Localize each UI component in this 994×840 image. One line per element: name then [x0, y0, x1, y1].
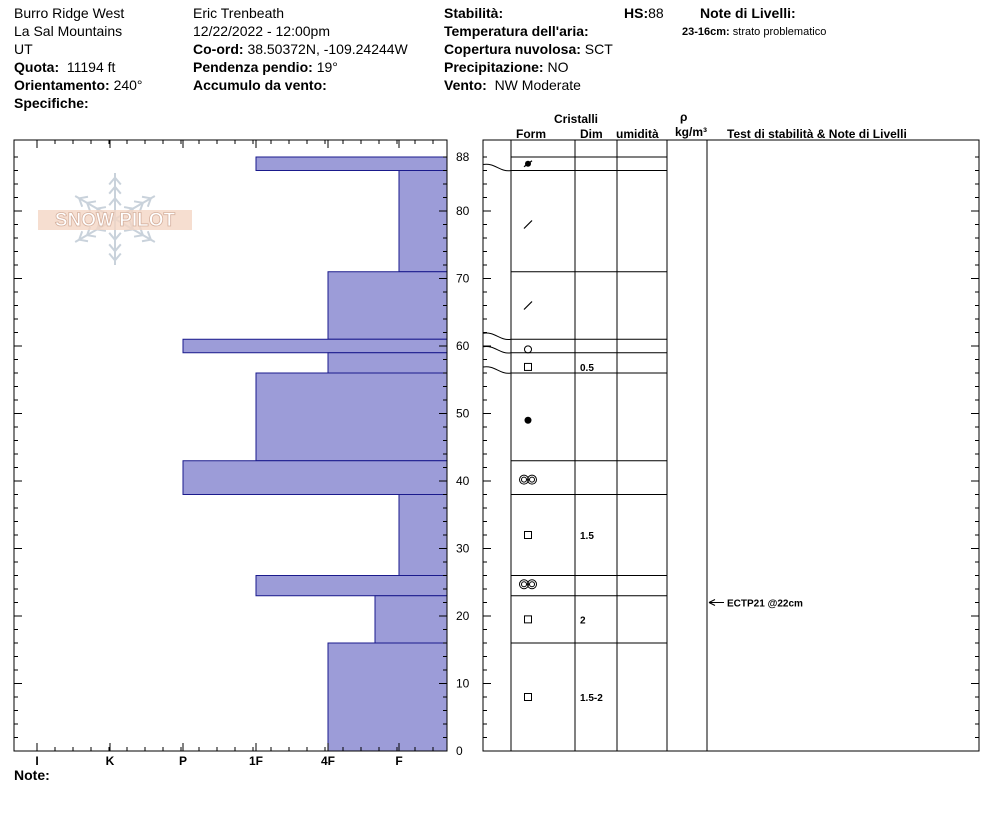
- specifics: Specifiche:: [14, 95, 89, 111]
- faceted-icon: [525, 532, 532, 539]
- depth-label-70: 70: [456, 271, 470, 286]
- coordinates: Co-ord: 38.50372N, -109.24244W: [193, 41, 408, 57]
- rounded-grain-icon: [525, 346, 532, 353]
- crystal-form-2: [524, 302, 532, 310]
- depth-connector: [483, 164, 511, 171]
- crystal-form-10: [525, 694, 532, 701]
- flake-branch: [87, 235, 96, 237]
- col-density-unit: kg/m³: [675, 125, 708, 139]
- flake-branch: [134, 235, 143, 237]
- crystal-form-3: [525, 346, 532, 353]
- precipitation: Precipitazione: NO: [444, 59, 569, 75]
- air-temperature: Temperatura dell'aria:: [444, 23, 589, 39]
- crystal-dim-9: 2: [580, 615, 586, 627]
- crystal-form-0: [524, 161, 532, 167]
- faceted-icon: [525, 363, 532, 370]
- observation-datetime: 12/22/2022 - 12:00pm: [193, 23, 330, 39]
- faceted-icon: [525, 694, 532, 701]
- hardness-profile: [183, 157, 447, 751]
- hardness-bar-0: [256, 157, 447, 171]
- hardness-bar-5: [256, 373, 447, 461]
- snowpilot-logo: [38, 173, 192, 265]
- hardness-label-P: P: [178, 754, 188, 768]
- dendrite-icon: [524, 221, 532, 229]
- depth-connector: [483, 333, 511, 340]
- col-cristalli: Cristalli: [554, 112, 599, 126]
- hardness-bar-8: [256, 576, 447, 596]
- depth-label-60: 60: [456, 339, 470, 353]
- depth-label-80: 80: [456, 204, 470, 218]
- flake-branch: [142, 240, 151, 242]
- crystal-dim-4: 0.5: [580, 362, 594, 374]
- crystal-table: [483, 140, 979, 751]
- melt-freeze-inner: [522, 477, 527, 482]
- layer-note-depth: 23-16cm:: [682, 26, 730, 38]
- flake-branch: [79, 240, 88, 242]
- slope-angle: Pendenza pendio: 19°: [193, 59, 338, 75]
- wind: Vento: NW Moderate: [444, 77, 581, 93]
- hardness-bar-9: [375, 596, 447, 643]
- hardness-label-4F: 4F: [320, 754, 336, 768]
- faceted-icon: [525, 616, 532, 623]
- col-rho: ρ: [680, 110, 688, 124]
- col-umidita: umidità: [616, 127, 659, 141]
- depth-label-10: 10: [456, 676, 470, 691]
- aspect: Orientamento: 240°: [14, 77, 143, 93]
- depth-connector: [483, 346, 511, 353]
- melt-freeze-inner-2: [530, 582, 535, 587]
- crystal-form-7: [525, 532, 532, 539]
- wind-loading: Accumulo da vento:: [193, 77, 327, 93]
- hardness-label-F: F: [395, 754, 403, 768]
- flake-branch: [79, 197, 88, 199]
- flake-branch: [97, 207, 106, 209]
- hardness-label-I: I: [35, 754, 39, 768]
- layer-notes-title: Note di Livelli:: [700, 5, 796, 21]
- crystal-form-8: [520, 580, 537, 589]
- site-name: Burro Ridge West: [14, 5, 125, 21]
- hardness-label-1F: 1F: [248, 754, 264, 768]
- col-stability-notes: Test di stabilità & Note di Livelli: [727, 127, 907, 141]
- hardness-bar-1: [399, 171, 447, 272]
- snow-height: HS:88: [624, 5, 664, 21]
- depth-label-0: 0: [456, 744, 463, 758]
- hardness-bar-6: [183, 461, 447, 495]
- flake-branch: [134, 201, 143, 203]
- hardness-bar-4: [328, 353, 447, 373]
- observer-name: Eric Trenbeath: [193, 5, 285, 21]
- sky-cover: Copertura nuvolosa: SCT: [444, 41, 613, 57]
- crystal-dim-7: 1.5: [580, 531, 594, 542]
- depth-label-88: 88: [456, 150, 470, 164]
- col-form: Form: [516, 127, 546, 141]
- site-range: La Sal Mountains: [14, 23, 123, 39]
- crystal-form-6: [520, 475, 537, 484]
- crystal-form-4: [525, 363, 532, 370]
- notes-label: Note:: [14, 767, 50, 783]
- hardness-bar-10: [328, 643, 447, 751]
- depth-label-30: 30: [456, 541, 470, 556]
- site-state: UT: [14, 41, 33, 57]
- logo-text: SNOW PILOT: [54, 210, 176, 231]
- flake-branch: [142, 197, 151, 199]
- depth-label-50: 50: [456, 406, 470, 421]
- crystal-form-5: [525, 417, 532, 424]
- stability: Stabilità:: [444, 5, 504, 21]
- flake-branch: [87, 201, 96, 203]
- depth-connector: [483, 367, 511, 374]
- melt-freeze-inner: [522, 582, 527, 587]
- elevation: Quota: 11194 ft: [14, 59, 116, 75]
- col-dim: Dim: [580, 127, 603, 141]
- crystal-dim-10: 1.5-2: [580, 693, 603, 704]
- depth-label-40: 40: [456, 474, 470, 488]
- stability-test-label-0: ECTP21 @22cm: [727, 598, 803, 610]
- flake-branch: [124, 207, 133, 209]
- hardness-bar-7: [399, 495, 447, 576]
- melt-freeze-inner-2: [530, 477, 535, 482]
- hardness-label-K: K: [105, 754, 115, 768]
- axes: [14, 140, 979, 768]
- dendrite-icon: [524, 302, 532, 310]
- crystal-form-9: [525, 616, 532, 623]
- crystal-form-1: [524, 221, 532, 229]
- depth-label-20: 20: [456, 609, 470, 623]
- graupel-icon: [525, 417, 532, 424]
- layer-note-text: strato problematico: [732, 26, 827, 38]
- crystal-table-frame: [483, 140, 979, 751]
- hardness-bar-3: [183, 339, 447, 353]
- hardness-bar-2: [328, 272, 447, 340]
